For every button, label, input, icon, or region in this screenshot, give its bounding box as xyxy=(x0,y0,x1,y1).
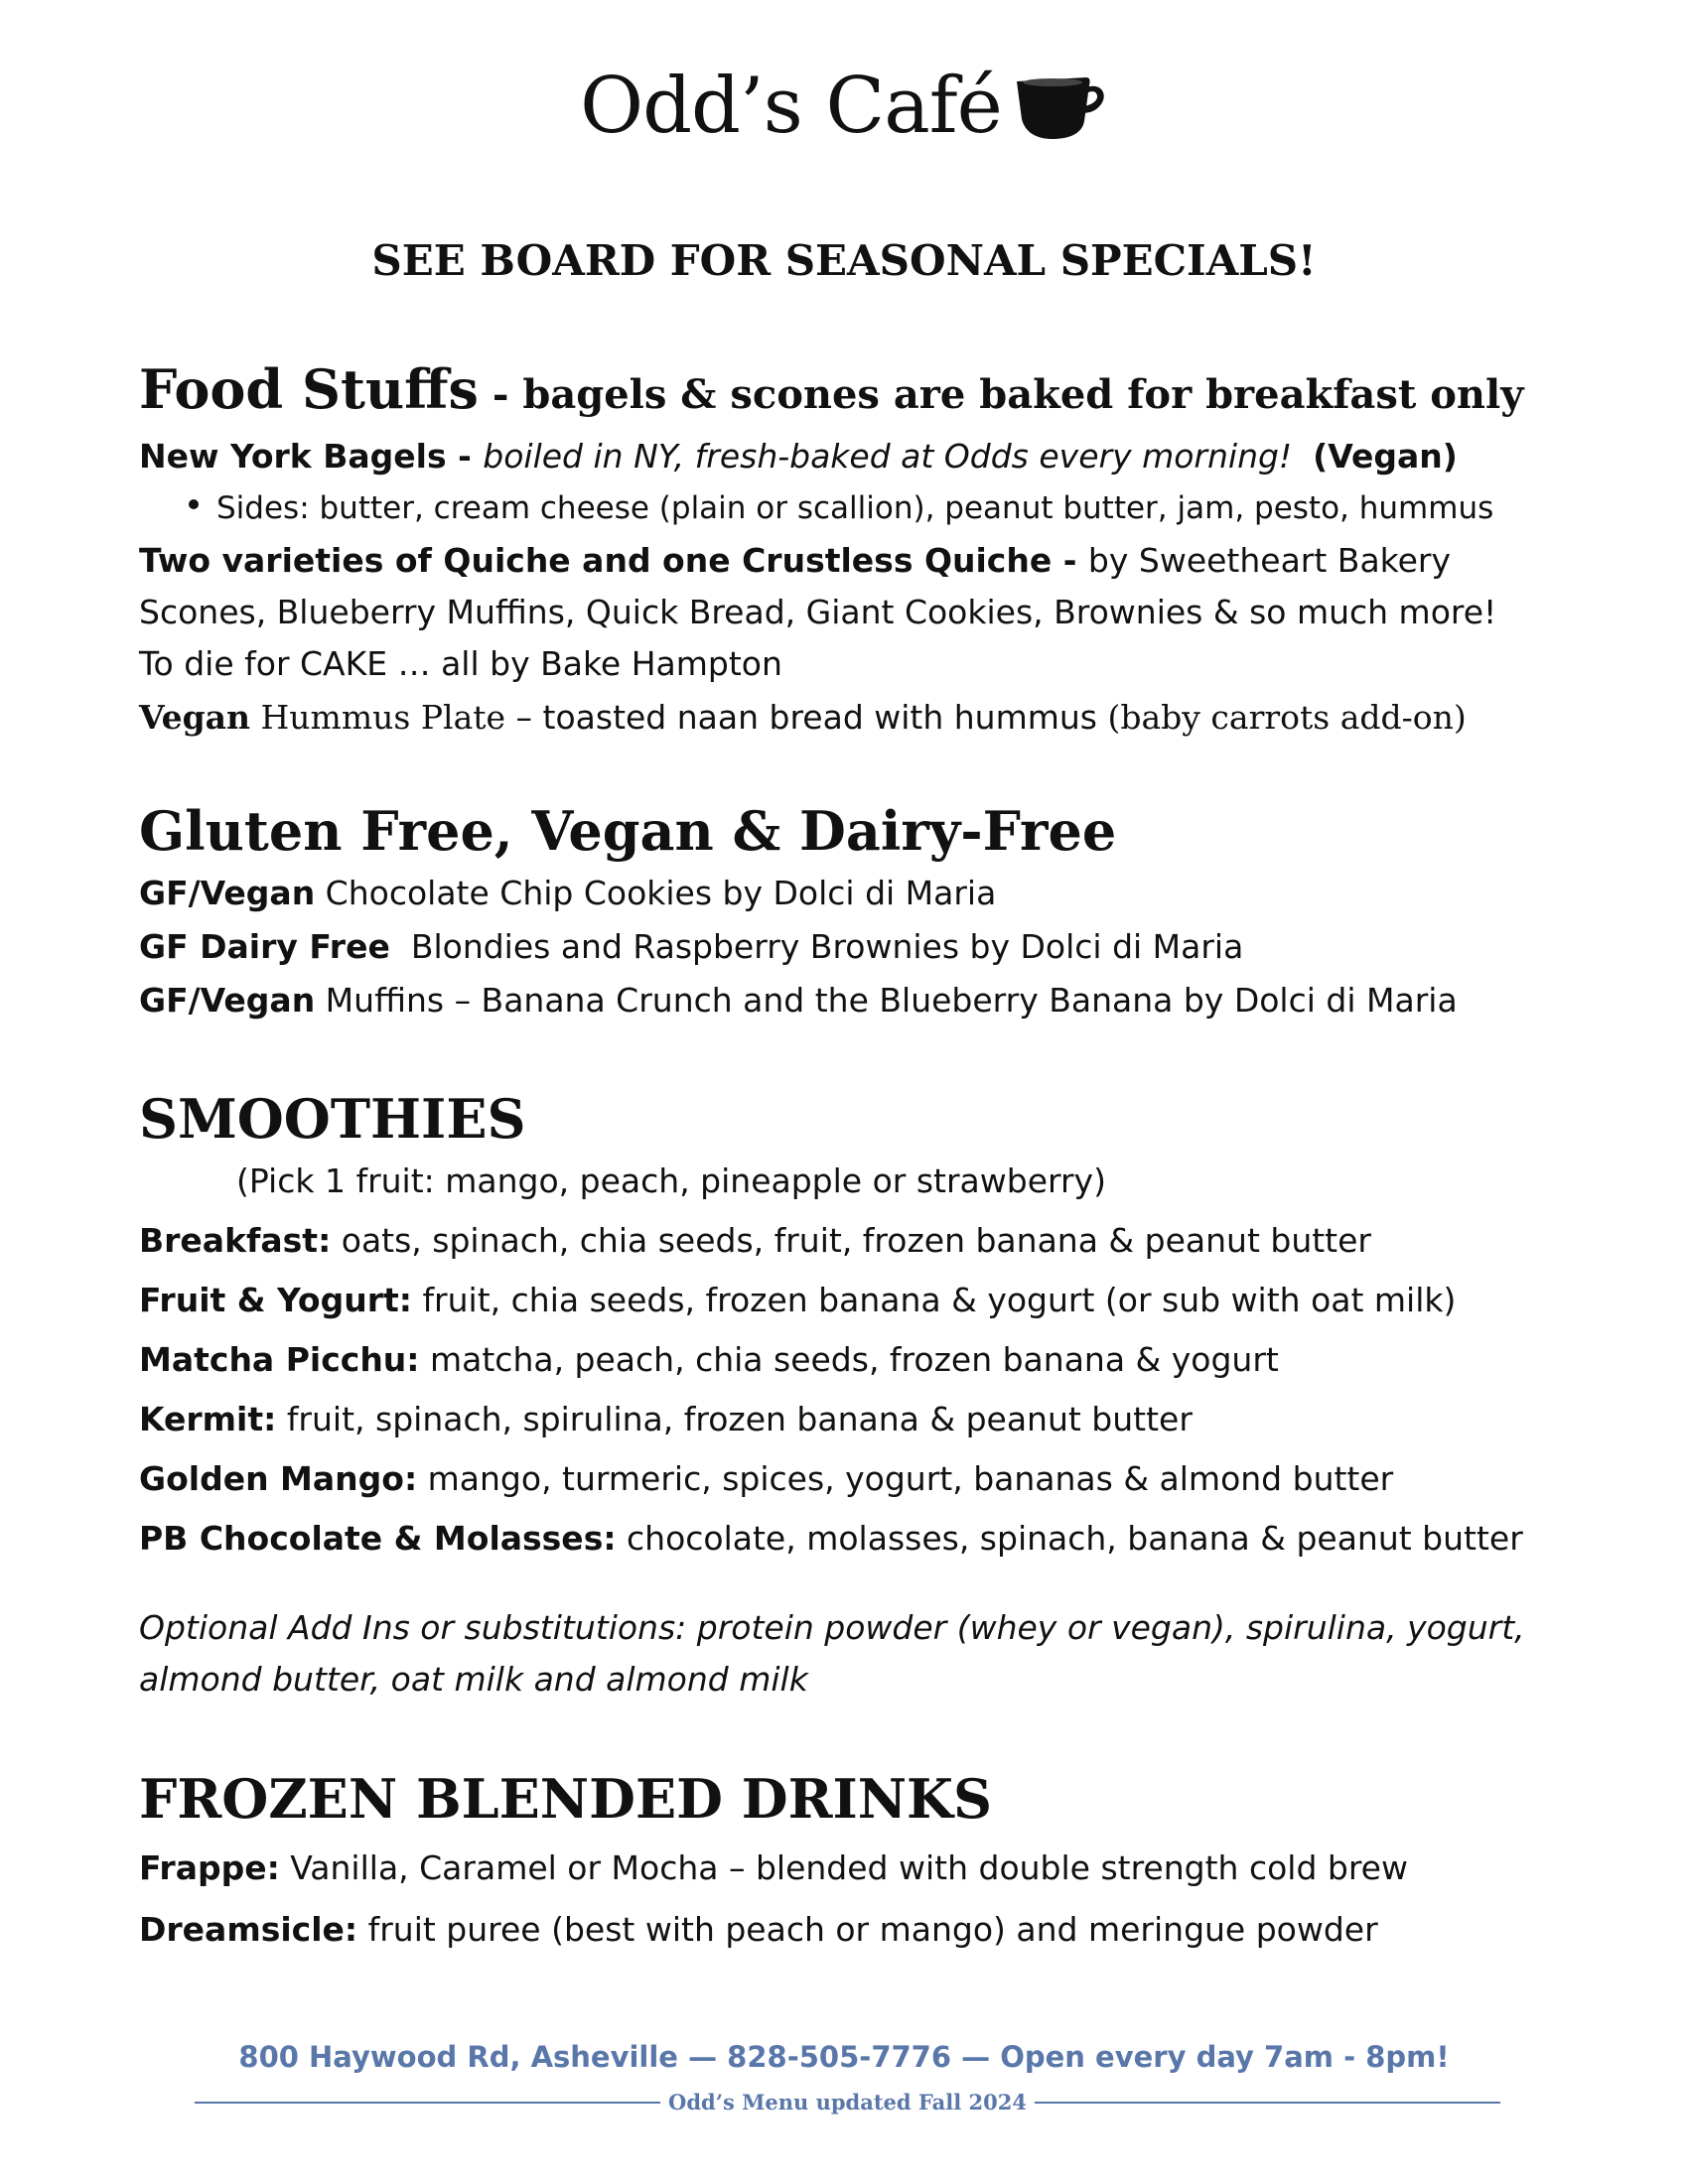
seasonal-specials-banner: SEE BOARD FOR SEASONAL SPECIALS! xyxy=(371,236,1317,285)
smoothie-item xyxy=(139,1459,1393,1499)
frozen-item xyxy=(139,1910,1378,1950)
bagels-desc: boiled in NY, fresh-baked at Odds every morning! xyxy=(483,437,1293,476)
smoothie-addins-note: Optional Add Ins or substitutions: protein powder (whey or vegan), spirulina, yogurt, almond butter, oat milk and almond milk xyxy=(139,1608,1525,1699)
gf-item-label: GF/Vegan xyxy=(139,981,316,1020)
gf-item-label: GF/Vegan xyxy=(139,874,316,912)
frozen-drinks-heading: FROZEN BLENDED DRINKS xyxy=(139,1767,992,1831)
smoothie-item xyxy=(139,1400,1193,1439)
quiche-label: Two varieties of Quiche and one Crustless Quiche - xyxy=(139,541,1088,580)
gf-item xyxy=(139,981,1458,1021)
smoothies-heading: SMOOTHIES xyxy=(139,1087,526,1151)
smoothies-pick-note: (Pick 1 fruit: mango, peach, pineapple or strawberry) xyxy=(236,1161,1106,1200)
bagels-item xyxy=(139,437,1458,477)
footer-rule-left xyxy=(195,2102,660,2104)
footer-updated-text: Odd’s Menu updated Fall 2024 xyxy=(668,2090,1027,2115)
smoothie-desc: fruit, chia seeds, frozen banana & yogurt (or sub with oat milk) xyxy=(411,1281,1457,1319)
smoothie-desc: chocolate, molasses, spinach, banana & peanut butter xyxy=(616,1519,1523,1558)
frozen-item xyxy=(139,1848,1408,1888)
food-heading-subtitle: - bagels & scones are baked for breakfast only xyxy=(478,371,1524,418)
frozen-desc: fruit puree (best with peach or mango) and meringue powder xyxy=(357,1910,1378,1949)
smoothie-item xyxy=(139,1281,1456,1320)
hummus-label: Vegan xyxy=(139,698,251,737)
food-heading-title: Food Stuffs xyxy=(139,357,479,421)
gf-item-label: GF Dairy Free xyxy=(139,927,390,966)
logo-text: Odd’s Café xyxy=(580,62,1002,151)
gf-item-desc: Chocolate Chip Cookies by Dolci di Maria xyxy=(315,874,997,912)
bagel-sides-text: Sides: butter, cream cheese (plain or scallion), peanut butter, jam, pesto, hummus xyxy=(216,490,1494,526)
smoothie-label: PB Chocolate & Molasses: xyxy=(139,1519,617,1558)
gluten-free-heading: Gluten Free, Vegan & Dairy-Free xyxy=(139,799,1117,863)
bullet-icon xyxy=(189,499,199,509)
smoothie-label: Kermit: xyxy=(139,1400,277,1438)
smoothie-label: Matcha Picchu: xyxy=(139,1340,420,1379)
smoothie-label: Breakfast: xyxy=(139,1221,332,1260)
scones-item: Scones, Blueberry Muffins, Quick Bread, Giant Cookies, Brownies & so much more! xyxy=(139,593,1497,631)
cafe-logo xyxy=(0,62,1688,151)
hummus-addon: (baby carrots add-on) xyxy=(1107,698,1467,737)
bagels-vegan: (Vegan) xyxy=(1313,437,1458,476)
smoothie-item xyxy=(139,1340,1279,1380)
smoothie-desc: fruit, spinach, spirulina, frozen banana & peanut butter xyxy=(276,1400,1193,1438)
bagels-label: New York Bagels - xyxy=(139,437,484,476)
gf-item xyxy=(139,927,1243,967)
footer-address: 800 Haywood Rd, Asheville — 828-505-7776 — Open every day 7am - 8pm! xyxy=(238,2040,1450,2074)
smoothie-desc: matcha, peach, chia seeds, frozen banana & yogurt xyxy=(419,1340,1279,1379)
quiche-item xyxy=(139,541,1451,581)
bagel-sides-item xyxy=(189,488,1493,528)
footer-updated-line xyxy=(195,2090,1500,2115)
food-stuffs-heading xyxy=(139,357,1523,421)
gf-item xyxy=(139,874,996,913)
gf-item-desc: Blondies and Raspberry Brownies by Dolci di Maria xyxy=(389,927,1244,966)
smoothie-desc: mango, turmeric, spices, yogurt, bananas & almond butter xyxy=(417,1459,1394,1498)
frozen-desc: Vanilla, Caramel or Mocha – blended with double strength cold brew xyxy=(279,1848,1408,1887)
smoothie-desc: oats, spinach, chia seeds, fruit, frozen banana & peanut butter xyxy=(331,1221,1371,1260)
frozen-label: Dreamsicle: xyxy=(139,1910,358,1949)
hummus-name: Hummus Plate xyxy=(250,698,506,737)
quiche-desc: by Sweetheart Bakery xyxy=(1087,541,1452,580)
hummus-desc: – toasted naan bread with hummus xyxy=(505,698,1108,737)
gf-item-desc: Muffins – Banana Crunch and the Blueberry Banana by Dolci di Maria xyxy=(315,981,1458,1020)
footer-rule-right xyxy=(1035,2102,1500,2104)
coffee-cup-icon xyxy=(1013,71,1108,141)
cake-item: To die for CAKE … all by Bake Hampton xyxy=(139,644,782,683)
smoothie-item xyxy=(139,1519,1523,1559)
hummus-item xyxy=(139,698,1467,738)
smoothie-label: Golden Mango: xyxy=(139,1459,418,1498)
smoothie-label: Fruit & Yogurt: xyxy=(139,1281,412,1319)
frozen-label: Frappe: xyxy=(139,1848,280,1887)
smoothie-item xyxy=(139,1221,1371,1261)
